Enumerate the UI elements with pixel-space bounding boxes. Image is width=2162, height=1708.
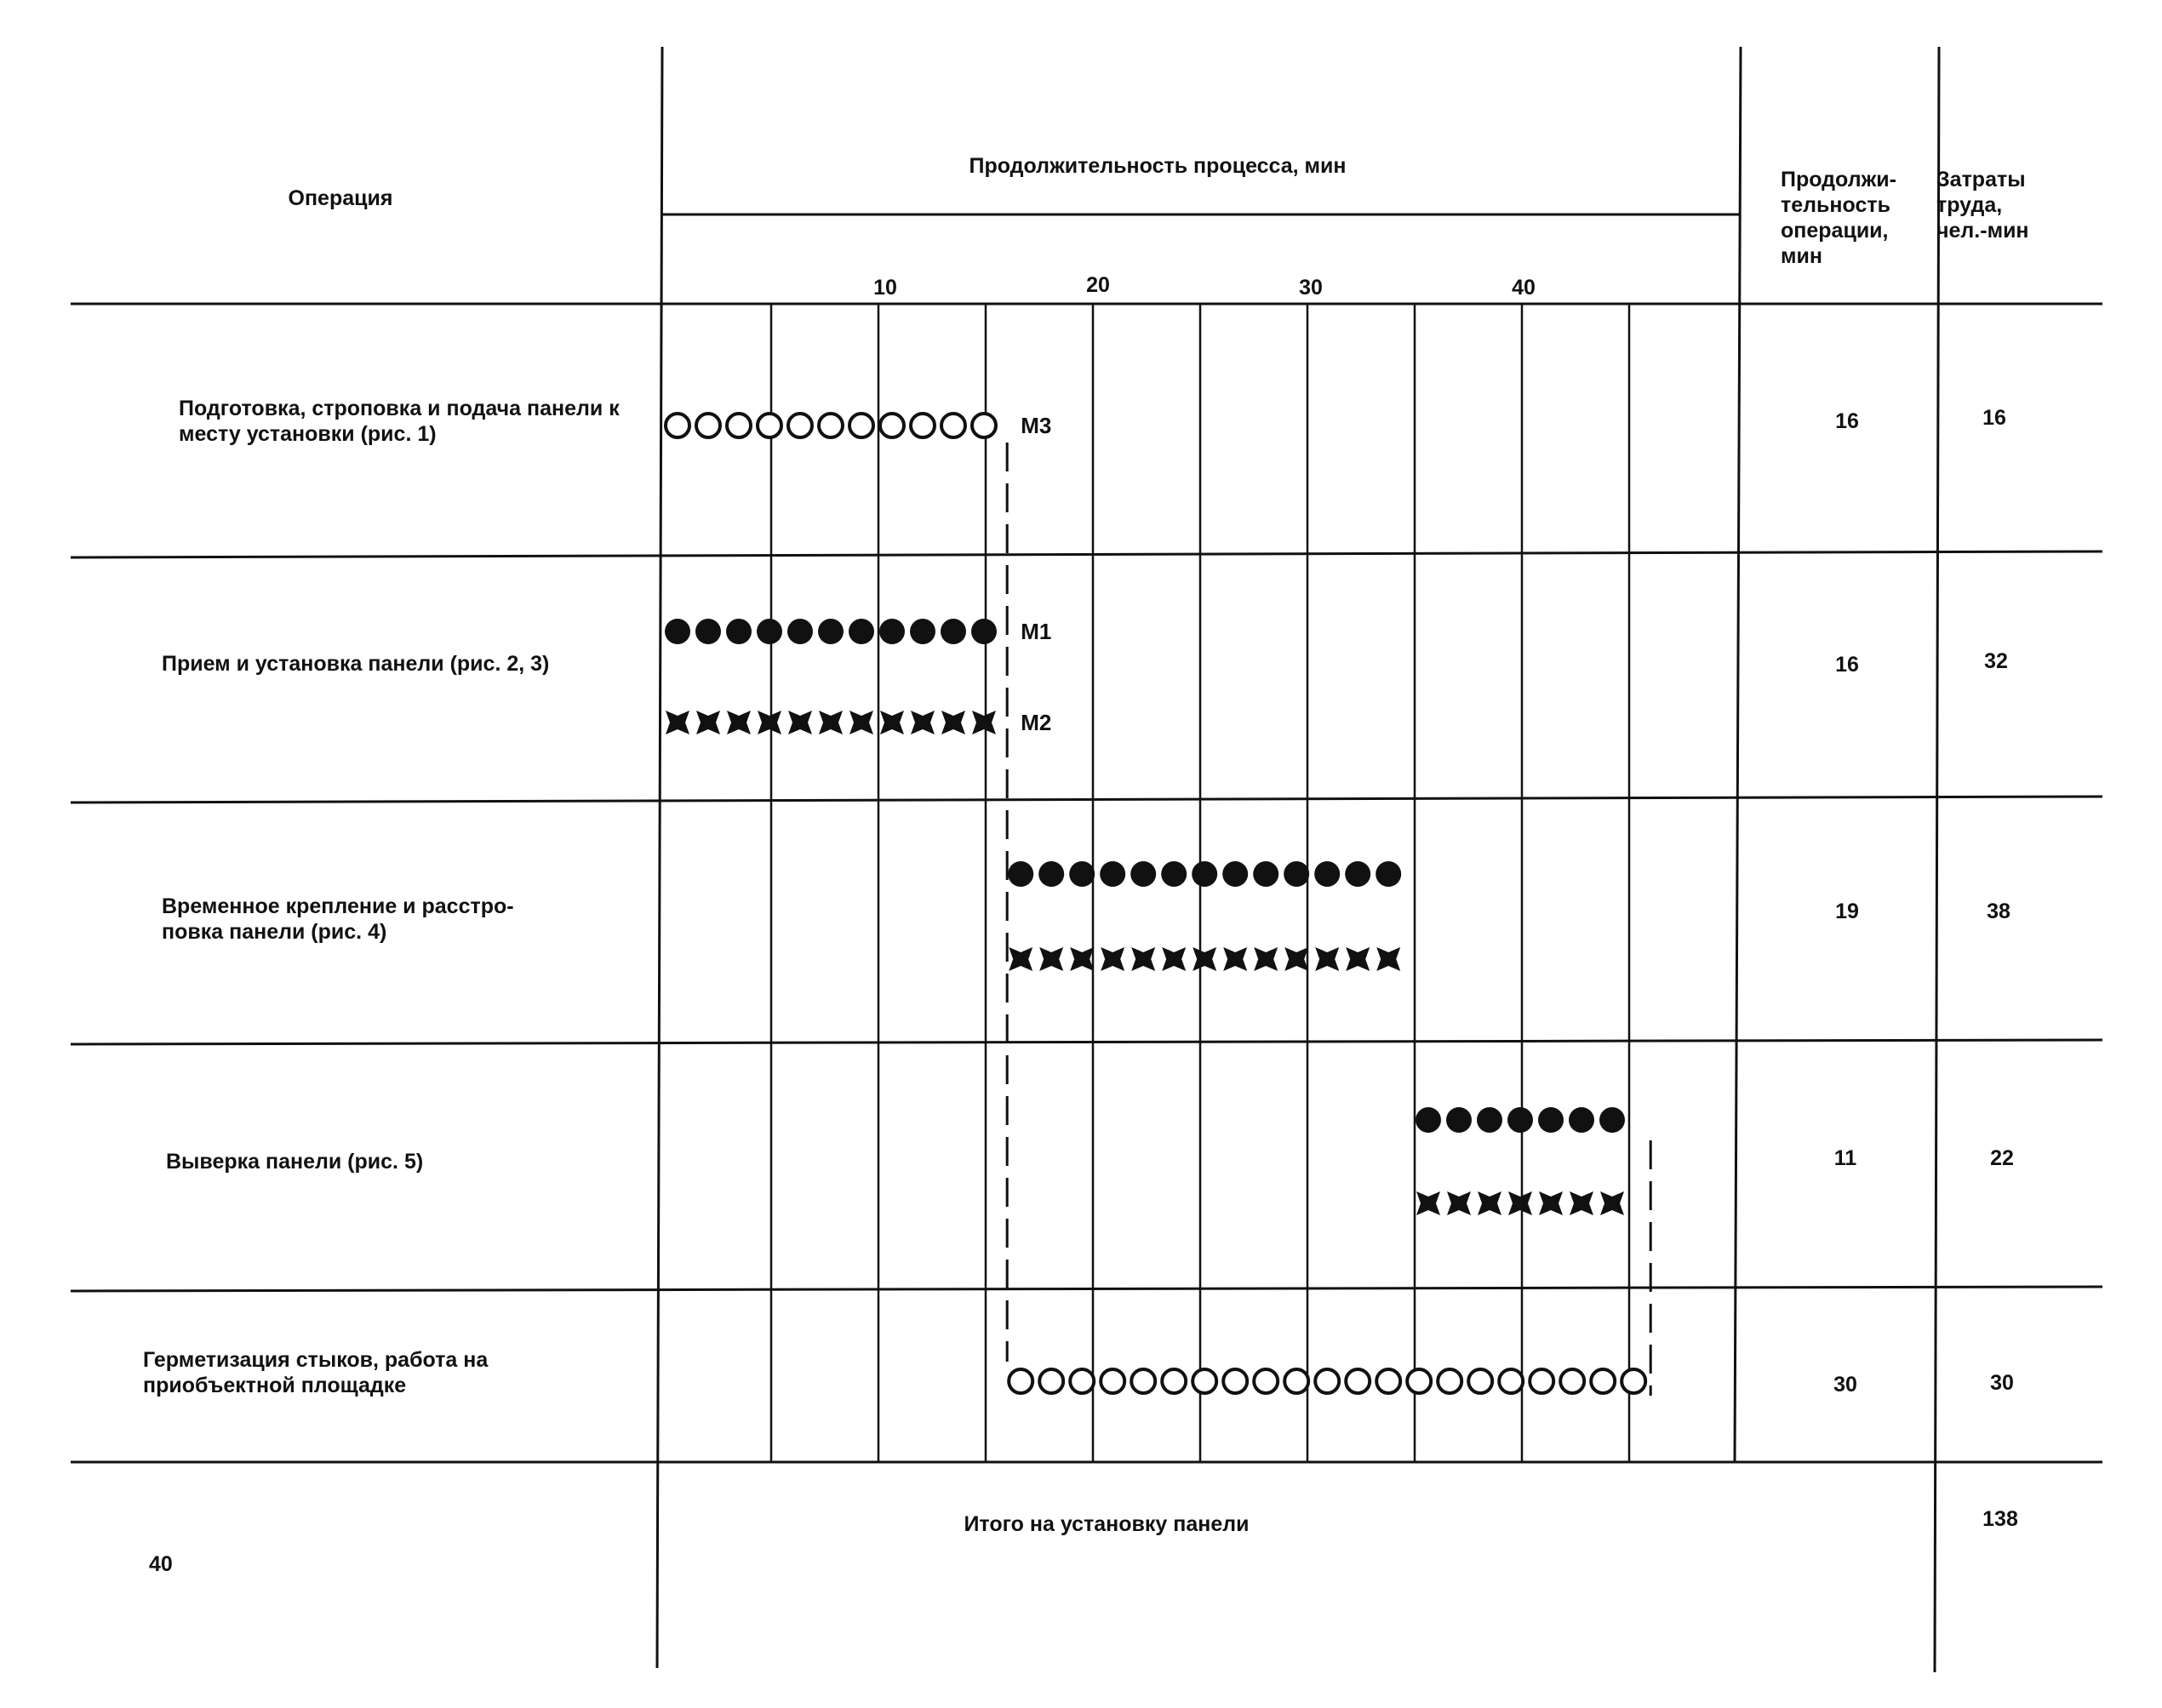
bowtie-square-mark (880, 711, 904, 734)
operation-duration-2: 16 (1835, 653, 1859, 677)
filled-circle-mark (1008, 861, 1033, 887)
operation-duration-1: 16 (1835, 409, 1859, 433)
bowtie-square-mark (1284, 947, 1308, 971)
filled-circle-mark (1130, 861, 1156, 887)
bowtie-square-mark (1600, 1191, 1624, 1215)
filled-circle-mark (1100, 861, 1125, 887)
open-circle-mark (1193, 1369, 1216, 1393)
labor-value-2: 32 (1984, 649, 2008, 673)
bowtie-square-mark (1101, 947, 1124, 971)
open-circle-mark (1101, 1369, 1124, 1393)
filled-circle-mark (1314, 861, 1340, 887)
bowtie-square-mark (1539, 1191, 1563, 1215)
open-circle-mark (911, 414, 935, 437)
open-circle-mark (1468, 1369, 1492, 1393)
bowtie-square-mark (1346, 947, 1370, 971)
open-circle-mark (1162, 1369, 1186, 1393)
open-circle-mark (1622, 1369, 1645, 1393)
worker-label: М1 (1021, 619, 1052, 644)
filled-circle-mark (1192, 861, 1217, 887)
filled-circle-mark (1376, 861, 1401, 887)
labor-value-4: 22 (1990, 1146, 2014, 1170)
filled-circle-mark (1416, 1107, 1441, 1133)
filled-circle-mark (1222, 861, 1248, 887)
filled-circle-mark (910, 619, 935, 644)
bowtie-square-mark (911, 711, 935, 734)
bowtie-square-mark (727, 711, 751, 734)
open-circle-mark (880, 414, 904, 437)
filled-circle-mark (971, 619, 997, 644)
tick-label-30: 30 (1299, 276, 1323, 300)
tick-label-40: 40 (1512, 276, 1536, 300)
bowtie-square-mark (1223, 947, 1247, 971)
operation-duration-header: Продолжи- тельность операции, мин (1781, 168, 1896, 268)
open-circle-mark (1407, 1369, 1431, 1393)
filled-circle-mark (695, 619, 721, 644)
row-divider-1 (71, 551, 2102, 557)
bowtie-square-mark (1508, 1191, 1532, 1215)
filled-circle-mark (1477, 1107, 1502, 1133)
operation-header: Операция (288, 186, 393, 210)
labor-value-1: 16 (1982, 406, 2006, 430)
filled-circle-mark (1446, 1107, 1472, 1133)
filled-circle-mark (1069, 861, 1095, 887)
operation-duration-5: 30 (1833, 1373, 1857, 1397)
operation-duration-3: 19 (1835, 900, 1859, 923)
total-labor: 138 (1982, 1507, 2018, 1531)
filled-circle-mark (1161, 861, 1187, 887)
operation-duration-4: 11 (1833, 1146, 1857, 1170)
operation-name-5: Герметизация стыков, работа на приобъектной площадке (143, 1348, 489, 1397)
bowtie-square-mark (972, 711, 996, 734)
open-circle-mark (1070, 1369, 1094, 1393)
filled-circle-mark (1284, 861, 1309, 887)
open-circle-mark (819, 414, 843, 437)
open-circle-mark (1284, 1369, 1308, 1393)
labor-value-3: 38 (1987, 900, 2010, 923)
filled-circle-mark (757, 619, 782, 644)
operation-column-border (657, 47, 662, 1668)
filled-circle-mark (941, 619, 966, 644)
tick-label-20: 20 (1086, 273, 1110, 297)
total-label: Итого на установку панели (964, 1512, 1250, 1536)
operation-name-3: Временное крепление и расстро- повка панели (рис. 4) (162, 894, 514, 944)
row-divider-2 (71, 797, 2102, 803)
operation-name-2: Прием и установка панели (рис. 2, 3) (162, 652, 550, 676)
process-duration-header: Продолжительность процесса, мин (969, 154, 1347, 178)
bowtie-square-mark (666, 711, 689, 734)
open-circle-mark (1254, 1369, 1278, 1393)
bowtie-square-mark (1070, 947, 1094, 971)
open-circle-mark (941, 414, 965, 437)
row-divider-3 (71, 1040, 2102, 1044)
open-circle-mark (1039, 1369, 1063, 1393)
open-circle-mark (666, 414, 689, 437)
open-circle-mark (1131, 1369, 1155, 1393)
filled-circle-mark (1253, 861, 1278, 887)
schedule-marks (665, 413, 1645, 1393)
bowtie-square-mark (788, 711, 812, 734)
open-circle-mark (1376, 1369, 1400, 1393)
open-circle-mark (1346, 1369, 1370, 1393)
open-circle-mark (727, 414, 751, 437)
filled-circle-mark (726, 619, 752, 644)
open-circle-mark (1438, 1369, 1461, 1393)
bowtie-square-mark (696, 711, 720, 734)
bowtie-square-mark (1131, 947, 1155, 971)
open-circle-mark (788, 414, 812, 437)
filled-circle-mark (1038, 861, 1064, 887)
bowtie-square-mark (1315, 947, 1339, 971)
open-circle-mark (972, 414, 996, 437)
open-circle-mark (1591, 1369, 1615, 1393)
filled-circle-mark (1599, 1107, 1625, 1133)
bowtie-square-mark (1570, 1191, 1593, 1215)
open-circle-mark (1560, 1369, 1584, 1393)
open-circle-mark (1499, 1369, 1523, 1393)
filled-circle-mark (818, 619, 844, 644)
tick-label-10: 10 (873, 276, 897, 300)
worker-label: М2 (1021, 710, 1052, 735)
open-circle-mark (1315, 1369, 1339, 1393)
bowtie-square-mark (1416, 1191, 1440, 1215)
filled-circle-mark (1507, 1107, 1533, 1133)
filled-circle-mark (879, 619, 905, 644)
bowtie-square-mark (758, 711, 781, 734)
worker-label: М3 (1021, 413, 1052, 438)
filled-circle-mark (1569, 1107, 1594, 1133)
open-circle-mark (1223, 1369, 1247, 1393)
bowtie-square-mark (1009, 947, 1032, 971)
page-number: 40 (149, 1552, 173, 1576)
duration-column-border (1935, 47, 1939, 1672)
filled-circle-mark (665, 619, 690, 644)
labor-header: Затраты труда, чел.-мин (1936, 168, 2029, 243)
labor-value-5: 30 (1990, 1371, 2014, 1395)
open-circle-mark (1009, 1369, 1032, 1393)
bowtie-square-mark (1447, 1191, 1471, 1215)
process-column-border (1735, 47, 1741, 1462)
open-circle-mark (1530, 1369, 1553, 1393)
bowtie-square-mark (819, 711, 843, 734)
open-circle-mark (696, 414, 720, 437)
bowtie-square-mark (849, 711, 873, 734)
operation-name-4: Выверка панели (рис. 5) (166, 1150, 424, 1174)
bowtie-square-mark (1254, 947, 1278, 971)
row-divider-4 (71, 1287, 2102, 1291)
filled-circle-mark (849, 619, 874, 644)
bowtie-square-mark (1376, 947, 1400, 971)
filled-circle-mark (1538, 1107, 1564, 1133)
open-circle-mark (758, 414, 781, 437)
bowtie-square-mark (941, 711, 965, 734)
bowtie-square-mark (1162, 947, 1186, 971)
bowtie-square-mark (1039, 947, 1063, 971)
bowtie-square-mark (1478, 1191, 1501, 1215)
bowtie-square-mark (1193, 947, 1216, 971)
open-circle-mark (849, 414, 873, 437)
filled-circle-mark (787, 619, 813, 644)
filled-circle-mark (1345, 861, 1370, 887)
operation-name-1: Подготовка, строповка и подача панели к месту установки (рис. 1) (179, 397, 620, 446)
